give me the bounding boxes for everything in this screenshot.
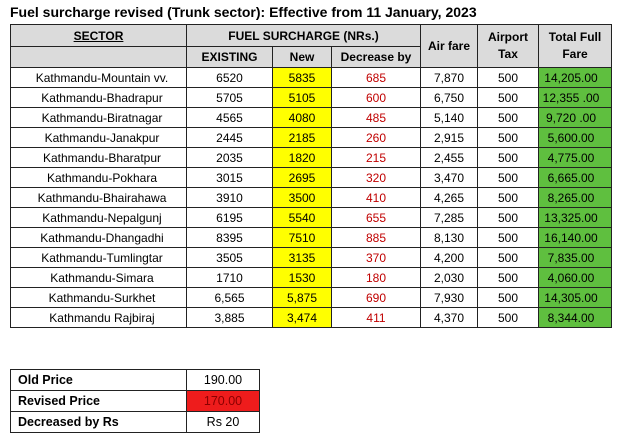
decrease-cell: 885 xyxy=(332,228,421,248)
sector-cell: Kathmandu-Dhangadhi xyxy=(11,228,187,248)
airport-tax-cell: 500 xyxy=(478,188,539,208)
existing-cell: 8395 xyxy=(187,228,273,248)
total-fare-cell: 9,720 .00 xyxy=(539,108,612,128)
air-fare-cell: 8,130 xyxy=(421,228,478,248)
air-fare-cell: 7,870 xyxy=(421,68,478,88)
table-body xyxy=(11,68,612,328)
decrease-cell: 485 xyxy=(332,108,421,128)
existing-cell: 6,565 xyxy=(187,288,273,308)
sector-cell: Kathmandu-Bharatpur xyxy=(11,148,187,168)
airport-tax-cell: 500 xyxy=(478,88,539,108)
fuel-surcharge-table xyxy=(10,24,612,328)
air-fare-cell: 7,285 xyxy=(421,208,478,228)
decrease-cell: 410 xyxy=(332,188,421,208)
revised-price-row xyxy=(11,391,260,412)
existing-cell: 6520 xyxy=(187,68,273,88)
existing-cell: 5705 xyxy=(187,88,273,108)
airport-tax-cell: 500 xyxy=(478,228,539,248)
total-fare-cell: 14,305.00 xyxy=(539,288,612,308)
old-price-value: 190.00 xyxy=(187,370,260,391)
table-row xyxy=(11,308,612,328)
new-cell: 3,474 xyxy=(273,308,332,328)
sector-cell: Kathmandu-Nepalgunj xyxy=(11,208,187,228)
air-fare-cell: 4,265 xyxy=(421,188,478,208)
decrease-cell: 370 xyxy=(332,248,421,268)
decrease-cell: 320 xyxy=(332,168,421,188)
total-fare-cell: 4,060.00 xyxy=(539,268,612,288)
total-fare-cell: 16,140.00 xyxy=(539,228,612,248)
airport-tax-cell: 500 xyxy=(478,148,539,168)
total-fare-cell: 6,665.00 xyxy=(539,168,612,188)
sector-cell: Kathmandu-Simara xyxy=(11,268,187,288)
decrease-cell: 180 xyxy=(332,268,421,288)
sector-cell: Kathmandu-Janakpur xyxy=(11,128,187,148)
new-cell: 1820 xyxy=(273,148,332,168)
air-fare-cell: 2,030 xyxy=(421,268,478,288)
revised-price-value: 170.00 xyxy=(187,391,260,412)
new-cell: 2185 xyxy=(273,128,332,148)
existing-cell: 1710 xyxy=(187,268,273,288)
table-row xyxy=(11,208,612,228)
air-fare-cell: 3,470 xyxy=(421,168,478,188)
decrease-cell: 690 xyxy=(332,288,421,308)
airport-tax-header: Airport Tax xyxy=(478,25,539,68)
airport-tax-cell: 500 xyxy=(478,108,539,128)
decreased-by-value: Rs 20 xyxy=(187,412,260,433)
existing-cell: 3505 xyxy=(187,248,273,268)
new-cell: 3500 xyxy=(273,188,332,208)
decreased-by-label: Decreased by Rs xyxy=(11,412,187,433)
sector-cell: Kathmandu-Mountain vv. xyxy=(11,68,187,88)
existing-cell: 3,885 xyxy=(187,308,273,328)
old-price-row xyxy=(11,370,260,391)
total-fare-cell: 4,775.00 xyxy=(539,148,612,168)
price-summary-table xyxy=(10,369,260,433)
total-fare-cell: 8,344.00 xyxy=(539,308,612,328)
sector-cell: Kathmandu-Pokhara xyxy=(11,168,187,188)
decrease-cell: 600 xyxy=(332,88,421,108)
table-row xyxy=(11,68,612,88)
new-cell: 5835 xyxy=(273,68,332,88)
total-fare-cell: 14,205.00 xyxy=(539,68,612,88)
airport-tax-cell: 500 xyxy=(478,208,539,228)
table-row xyxy=(11,168,612,188)
existing-cell: 4565 xyxy=(187,108,273,128)
sector-cell: Kathmandu Rajbiraj xyxy=(11,308,187,328)
sector-cell: Kathmandu-Bhadrapur xyxy=(11,88,187,108)
total-full-fare-header: Total Full Fare xyxy=(539,25,612,68)
new-cell: 5540 xyxy=(273,208,332,228)
sector-cell: Kathmandu-Tumlingtar xyxy=(11,248,187,268)
page-title: Fuel surcharge revised (Trunk sector): Effective from 11 January, 2023 xyxy=(10,4,477,20)
sector-header-blank xyxy=(11,47,187,68)
new-cell: 3135 xyxy=(273,248,332,268)
decrease-cell: 260 xyxy=(332,128,421,148)
total-fare-cell: 12,355 .00 xyxy=(539,88,612,108)
table-row xyxy=(11,128,612,148)
airport-tax-cell: 500 xyxy=(478,248,539,268)
decrease-cell: 655 xyxy=(332,208,421,228)
decrease-by-header: Decrease by xyxy=(332,47,421,68)
new-cell: 2695 xyxy=(273,168,332,188)
table-row xyxy=(11,148,612,168)
airport-tax-cell: 500 xyxy=(478,308,539,328)
existing-cell: 2445 xyxy=(187,128,273,148)
airport-tax-cell: 500 xyxy=(478,288,539,308)
total-fare-cell: 8,265.00 xyxy=(539,188,612,208)
airport-tax-cell: 500 xyxy=(478,168,539,188)
table-row xyxy=(11,268,612,288)
existing-cell: 3015 xyxy=(187,168,273,188)
sector-cell: Kathmandu-Biratnagar xyxy=(11,108,187,128)
air-fare-cell: 5,140 xyxy=(421,108,478,128)
airport-tax-cell: 500 xyxy=(478,268,539,288)
sector-cell: Kathmandu-Bhairahawa xyxy=(11,188,187,208)
table-row xyxy=(11,88,612,108)
new-cell: 5,875 xyxy=(273,288,332,308)
air-fare-cell: 2,455 xyxy=(421,148,478,168)
table-row xyxy=(11,248,612,268)
table-row xyxy=(11,188,612,208)
existing-cell: 3910 xyxy=(187,188,273,208)
total-fare-cell: 7,835.00 xyxy=(539,248,612,268)
existing-header: EXISTING xyxy=(187,47,273,68)
airport-tax-cell: 500 xyxy=(478,68,539,88)
air-fare-header: Air fare xyxy=(421,25,478,68)
new-header: New xyxy=(273,47,332,68)
fuel-surcharge-header: FUEL SURCHARGE (NRs.) xyxy=(187,25,421,47)
total-fare-cell: 13,325.00 xyxy=(539,208,612,228)
air-fare-cell: 2,915 xyxy=(421,128,478,148)
sector-cell: Kathmandu-Surkhet xyxy=(11,288,187,308)
table-row xyxy=(11,228,612,248)
air-fare-cell: 6,750 xyxy=(421,88,478,108)
sector-header: SECTOR xyxy=(11,25,187,47)
decrease-cell: 685 xyxy=(332,68,421,88)
air-fare-cell: 4,370 xyxy=(421,308,478,328)
old-price-label: Old Price xyxy=(11,370,187,391)
existing-cell: 2035 xyxy=(187,148,273,168)
new-cell: 5105 xyxy=(273,88,332,108)
revised-price-label: Revised Price xyxy=(11,391,187,412)
total-fare-cell: 5,600.00 xyxy=(539,128,612,148)
air-fare-cell: 4,200 xyxy=(421,248,478,268)
decrease-cell: 411 xyxy=(332,308,421,328)
decrease-cell: 215 xyxy=(332,148,421,168)
airport-tax-cell: 500 xyxy=(478,128,539,148)
table-row xyxy=(11,108,612,128)
new-cell: 1530 xyxy=(273,268,332,288)
air-fare-cell: 7,930 xyxy=(421,288,478,308)
new-cell: 7510 xyxy=(273,228,332,248)
new-cell: 4080 xyxy=(273,108,332,128)
existing-cell: 6195 xyxy=(187,208,273,228)
decreased-by-row xyxy=(11,412,260,433)
table-row xyxy=(11,288,612,308)
